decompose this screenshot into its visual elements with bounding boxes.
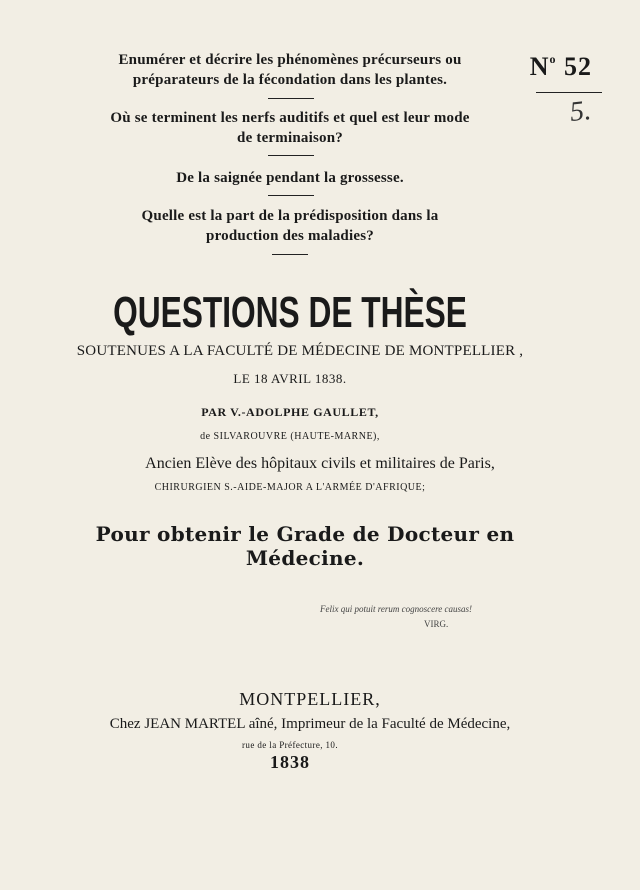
question-4-line-1: Quelle est la part de la prédisposition dans la (141, 208, 439, 224)
page-title: QUESTIONS DE THÈSE (113, 288, 467, 337)
question-1-line-1: Enumérer et décrire les phénomènes précurseurs ou (118, 52, 462, 68)
number-sup: o (549, 52, 557, 66)
epigraph-source: VIRG. (424, 619, 449, 629)
author-position: CHIRURGIEN S.-AIDE-MAJOR A L'ARMÉE D'AFRIQUE; (154, 482, 426, 493)
number-value: 52 (564, 52, 592, 81)
question-1-line-2: préparateurs de la fécondation dans les plantes. (132, 72, 448, 88)
handwritten-number: 5. (568, 94, 593, 129)
question-2-line-2: de terminaison? (237, 130, 343, 146)
epigraph-quote: Felix qui potuit rerum cognoscere causas! (320, 604, 473, 614)
question-3 (40, 168, 540, 188)
author-origin: de SILVAROUVRE (HAUTE-MARNE), (200, 431, 380, 442)
imprint-year: 1838 (270, 752, 310, 772)
degree-purpose: Pour obtenir le Grade de Docteur en Médecine. (95, 522, 515, 570)
question-3-line-1: De la saignée pendant la grossesse. (176, 170, 404, 186)
imprint-address: rue de la Préfecture, 10. (242, 740, 338, 750)
question-2 (40, 108, 540, 148)
question-2-line-1: Où se terminent les nerfs auditifs et quel est leur mode (110, 110, 470, 126)
author-name: PAR V.-ADOLPHE GAULLET, (201, 405, 379, 419)
imprint-printer: Chez JEAN MARTEL aîné, Imprimeur de la Faculté de Médecine, (109, 716, 511, 732)
question-1 (40, 50, 540, 90)
separator-rule (268, 195, 314, 196)
separator-rule (268, 98, 314, 99)
author-role: Ancien Elève des hôpitaux civils et militaires de Paris, (145, 455, 495, 472)
imprint-city: MONTPELLIER, (239, 689, 381, 709)
number-rule (536, 92, 602, 93)
number-prefix: N (529, 52, 550, 81)
subtitle: SOUTENUES A LA FACULTÉ DE MÉDECINE DE MONTPELLIER , (76, 343, 524, 359)
separator-rule (272, 254, 308, 255)
question-4-line-2: production des maladies? (206, 228, 374, 244)
question-4 (40, 206, 540, 246)
defense-date: LE 18 AVRIL 1838. (233, 371, 347, 386)
separator-rule (268, 155, 314, 156)
